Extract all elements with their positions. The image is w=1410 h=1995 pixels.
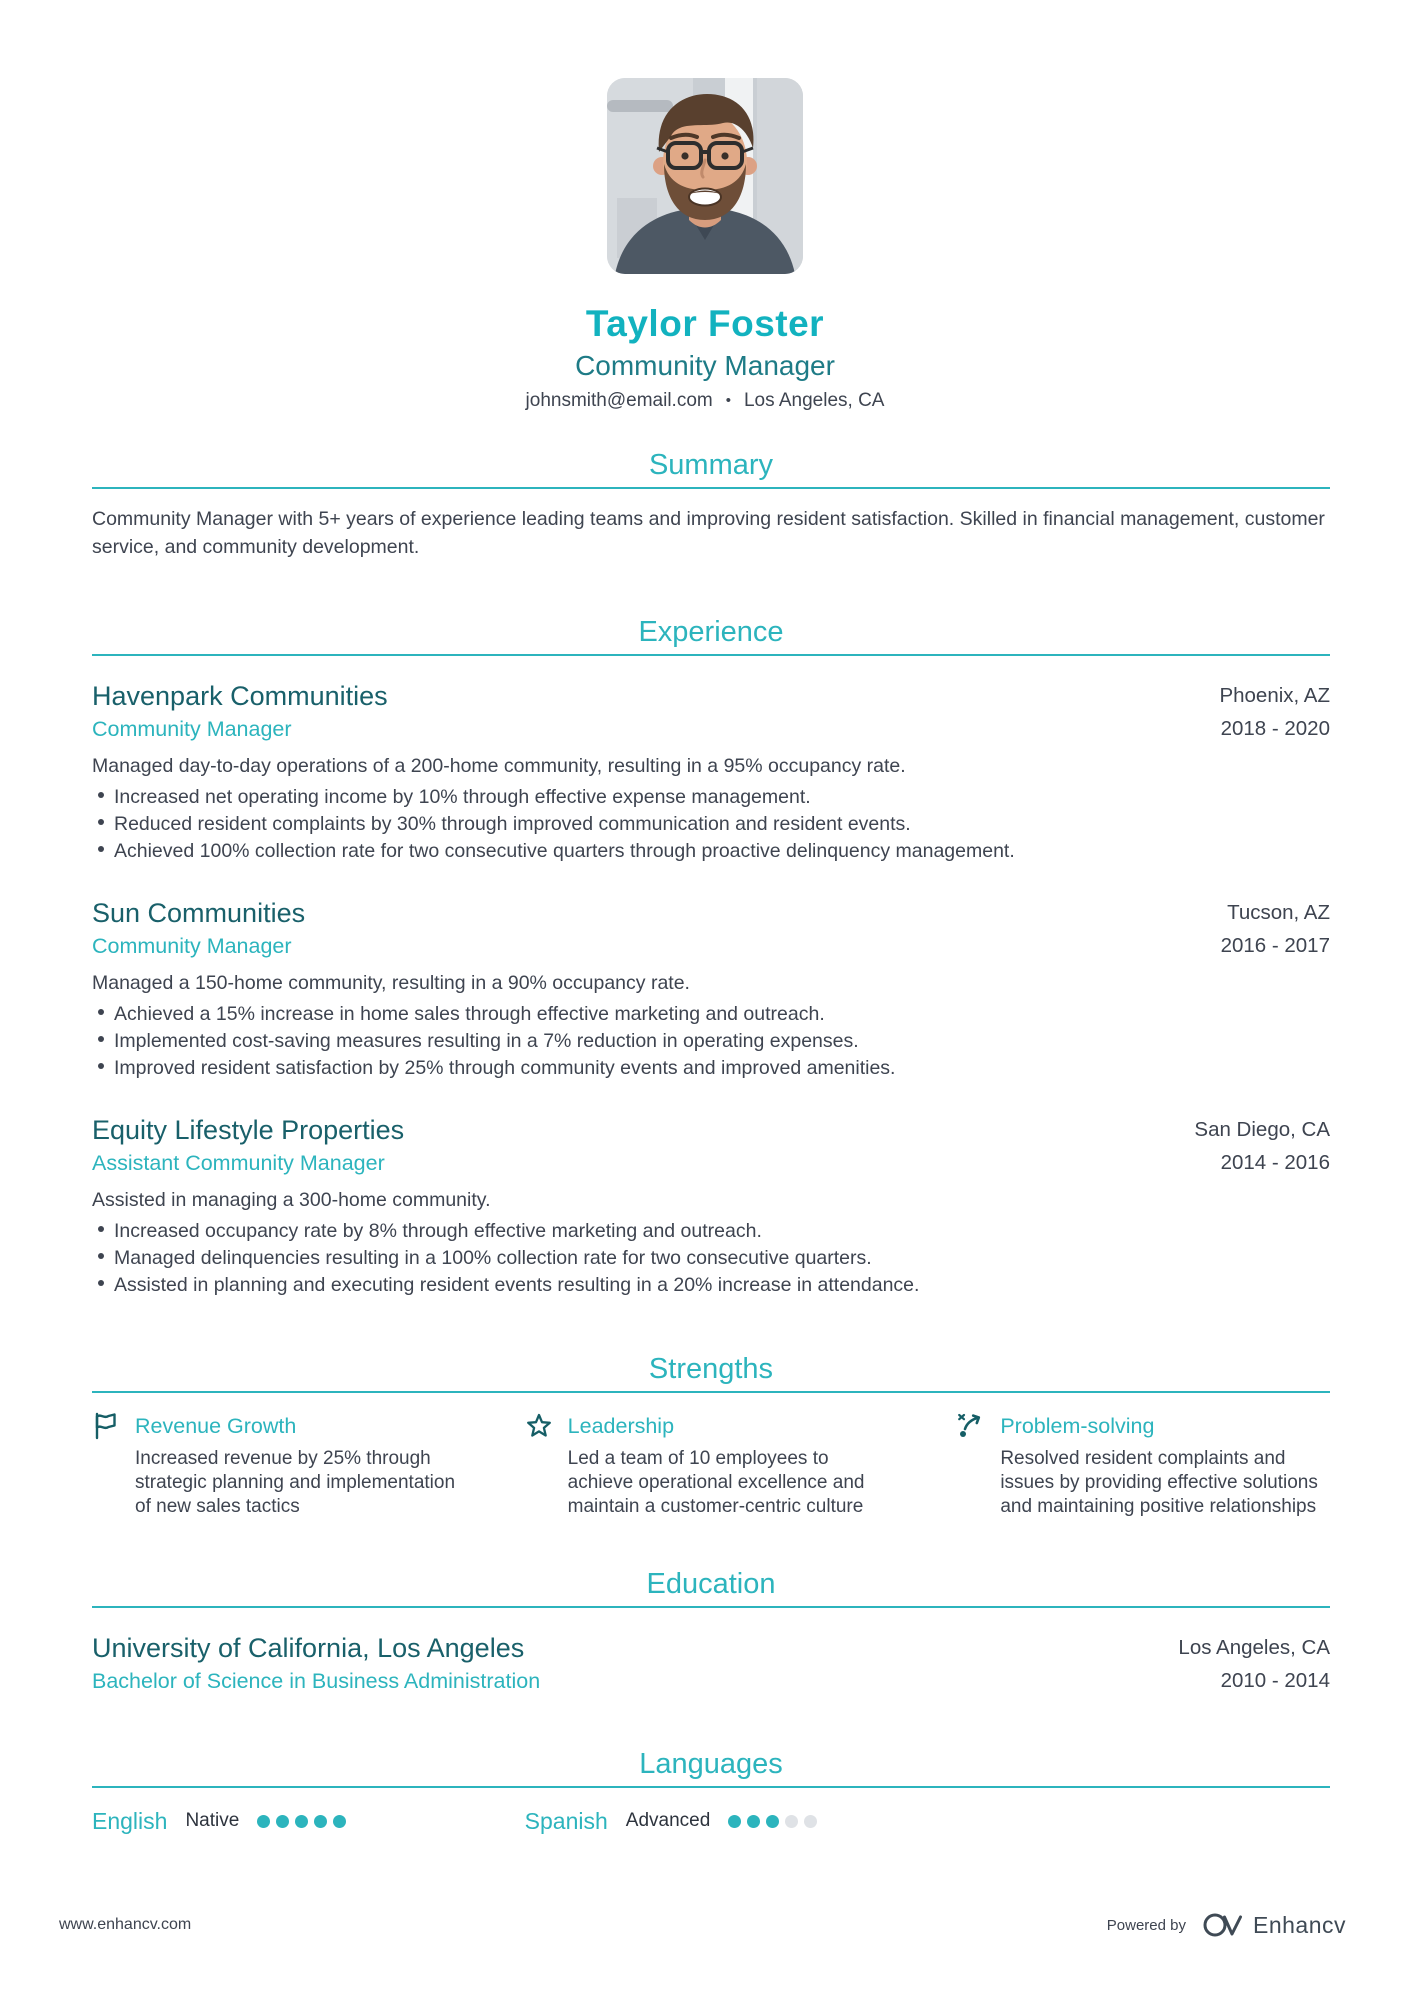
bullet-item: Achieved a 15% increase in home sales through effective marketing and outreach. xyxy=(92,1001,1330,1028)
language-name: English xyxy=(92,1807,168,1834)
star-icon xyxy=(525,1411,553,1441)
entry-bullet-list xyxy=(92,1218,1330,1299)
bullet-item: Improved resident satisfaction by 25% through community events and improved amenities. xyxy=(92,1055,1330,1082)
degree-title: Bachelor of Science in Business Administration xyxy=(92,1668,541,1693)
languages-section-header xyxy=(92,1748,1330,1788)
education-location: Los Angeles, CA xyxy=(1178,1635,1330,1659)
language-level-dots xyxy=(257,1815,346,1828)
route-arrow-icon xyxy=(957,1411,985,1441)
enhancv-wordmark: Enhancv xyxy=(1252,1911,1346,1938)
bullet-item: Reduced resident complaints by 30% through improved communication and resident events. xyxy=(92,811,1330,838)
language-level-dot xyxy=(295,1815,308,1828)
experience-section-header xyxy=(92,616,1330,656)
language-level-dot xyxy=(804,1815,817,1828)
summary-section xyxy=(92,449,1330,561)
strength-title: Problem-solving xyxy=(1000,1413,1155,1438)
school-name: University of California, Los Angeles xyxy=(92,1632,525,1663)
language-level-dot xyxy=(766,1815,779,1828)
entry-location: Tucson, AZ xyxy=(1227,900,1330,924)
language-level-dot xyxy=(333,1815,346,1828)
bullet-item: Implemented cost-saving measures resulting in a 7% reduction in operating expenses. xyxy=(92,1028,1330,1055)
location-text: Los Angeles, CA xyxy=(743,389,885,411)
company-name: Havenpark Communities xyxy=(92,680,388,711)
education-entry xyxy=(92,1630,1330,1696)
strength-text: Increased revenue by 25% through strategic planning and implementation of new sales tactics xyxy=(135,1447,456,1517)
strengths-section-header xyxy=(92,1353,1330,1393)
language-item xyxy=(525,1808,898,1835)
entry-location: Phoenix, AZ xyxy=(1219,683,1330,707)
profile-photo xyxy=(607,78,803,274)
entry-description: Managed day-to-day operations of a 200-home community, resulting in a 95% occupancy rate. xyxy=(92,754,906,777)
strengths-section xyxy=(92,1353,1330,1519)
experience-heading: Experience xyxy=(638,615,784,648)
contact-line xyxy=(0,390,1410,412)
language-level-dots xyxy=(728,1815,817,1828)
email-text: johnsmith@email.com xyxy=(525,389,713,411)
education-section-header xyxy=(92,1568,1330,1608)
website-link: www.enhancv.com xyxy=(59,1916,192,1933)
bullet-item: Managed delinquencies resulting in a 100% collection rate for two consecutive quarters. xyxy=(92,1245,1330,1272)
education-heading: Education xyxy=(646,1567,776,1600)
candidate-title: Community Manager xyxy=(575,349,835,381)
strength-text: Resolved resident complaints and issues by providing effective solutions and maintaining positive relationships xyxy=(1000,1447,1318,1517)
bullet-item: Increased net operating income by 10% through effective expense management. xyxy=(92,784,1330,811)
strength-item xyxy=(92,1411,465,1519)
entry-dates: 2018 - 2020 xyxy=(1220,716,1330,740)
language-level-dot xyxy=(785,1815,798,1828)
strength-title: Revenue Growth xyxy=(135,1413,297,1438)
experience-entry xyxy=(92,895,1330,1082)
summary-heading: Summary xyxy=(648,448,774,481)
entry-dates: 2014 - 2016 xyxy=(1220,1150,1330,1174)
language-item xyxy=(92,1808,465,1835)
page-footer xyxy=(59,1911,1346,1939)
experience-section xyxy=(92,616,1330,1299)
entry-description: Assisted in managing a 300-home community. xyxy=(92,1188,491,1211)
enhancv-brand xyxy=(1202,1911,1346,1939)
flag-icon xyxy=(92,1411,120,1441)
language-name: Spanish xyxy=(524,1807,608,1834)
strength-item xyxy=(957,1411,1330,1519)
entry-bullet-list xyxy=(92,784,1330,865)
language-level-dot xyxy=(276,1815,289,1828)
summary-text: Community Manager with 5+ years of experience leading teams and improving resident satisfaction. Skilled in financial management, customer service, and community development. xyxy=(92,507,1325,558)
dot-separator: • xyxy=(725,392,731,410)
bullet-item: Assisted in planning and executing resident events resulting in a 20% increase in attendance. xyxy=(92,1272,1330,1299)
position-title: Community Manager xyxy=(92,933,292,958)
bullet-item: Achieved 100% collection rate for two consecutive quarters through proactive delinquency management. xyxy=(92,838,1330,865)
languages-heading: Languages xyxy=(639,1747,783,1780)
position-title: Community Manager xyxy=(92,716,292,741)
strength-text: Led a team of 10 employees to achieve operational excellence and maintain a customer-centric culture xyxy=(567,1447,865,1517)
company-name: Equity Lifestyle Properties xyxy=(92,1114,405,1145)
language-level-dot xyxy=(728,1815,741,1828)
company-name: Sun Communities xyxy=(92,897,306,928)
experience-entry xyxy=(92,1112,1330,1299)
candidate-name: Taylor Foster xyxy=(585,303,825,344)
strength-item xyxy=(525,1411,898,1519)
strength-title: Leadership xyxy=(567,1413,675,1438)
entry-bullet-list xyxy=(92,1001,1330,1082)
position-title: Assistant Community Manager xyxy=(92,1150,385,1175)
powered-by-label: Powered by xyxy=(1106,1916,1186,1934)
entry-description: Managed a 150-home community, resulting in a 90% occupancy rate. xyxy=(92,971,690,994)
education-section xyxy=(92,1568,1330,1696)
entry-location: San Diego, CA xyxy=(1194,1117,1330,1141)
language-level: Native xyxy=(185,1810,240,1832)
language-level-dot xyxy=(747,1815,760,1828)
language-level-dot xyxy=(257,1815,270,1828)
languages-section xyxy=(92,1748,1330,1835)
bullet-item: Increased occupancy rate by 8% through effective marketing and outreach. xyxy=(92,1218,1330,1245)
strengths-heading: Strengths xyxy=(648,1352,774,1385)
experience-entry xyxy=(92,678,1330,865)
education-dates: 2010 - 2014 xyxy=(1220,1668,1330,1692)
entry-dates: 2016 - 2017 xyxy=(1220,933,1330,957)
summary-section-header xyxy=(92,449,1330,489)
enhancv-logo-icon xyxy=(1202,1911,1244,1939)
language-level-dot xyxy=(314,1815,327,1828)
language-level: Advanced xyxy=(625,1810,711,1832)
